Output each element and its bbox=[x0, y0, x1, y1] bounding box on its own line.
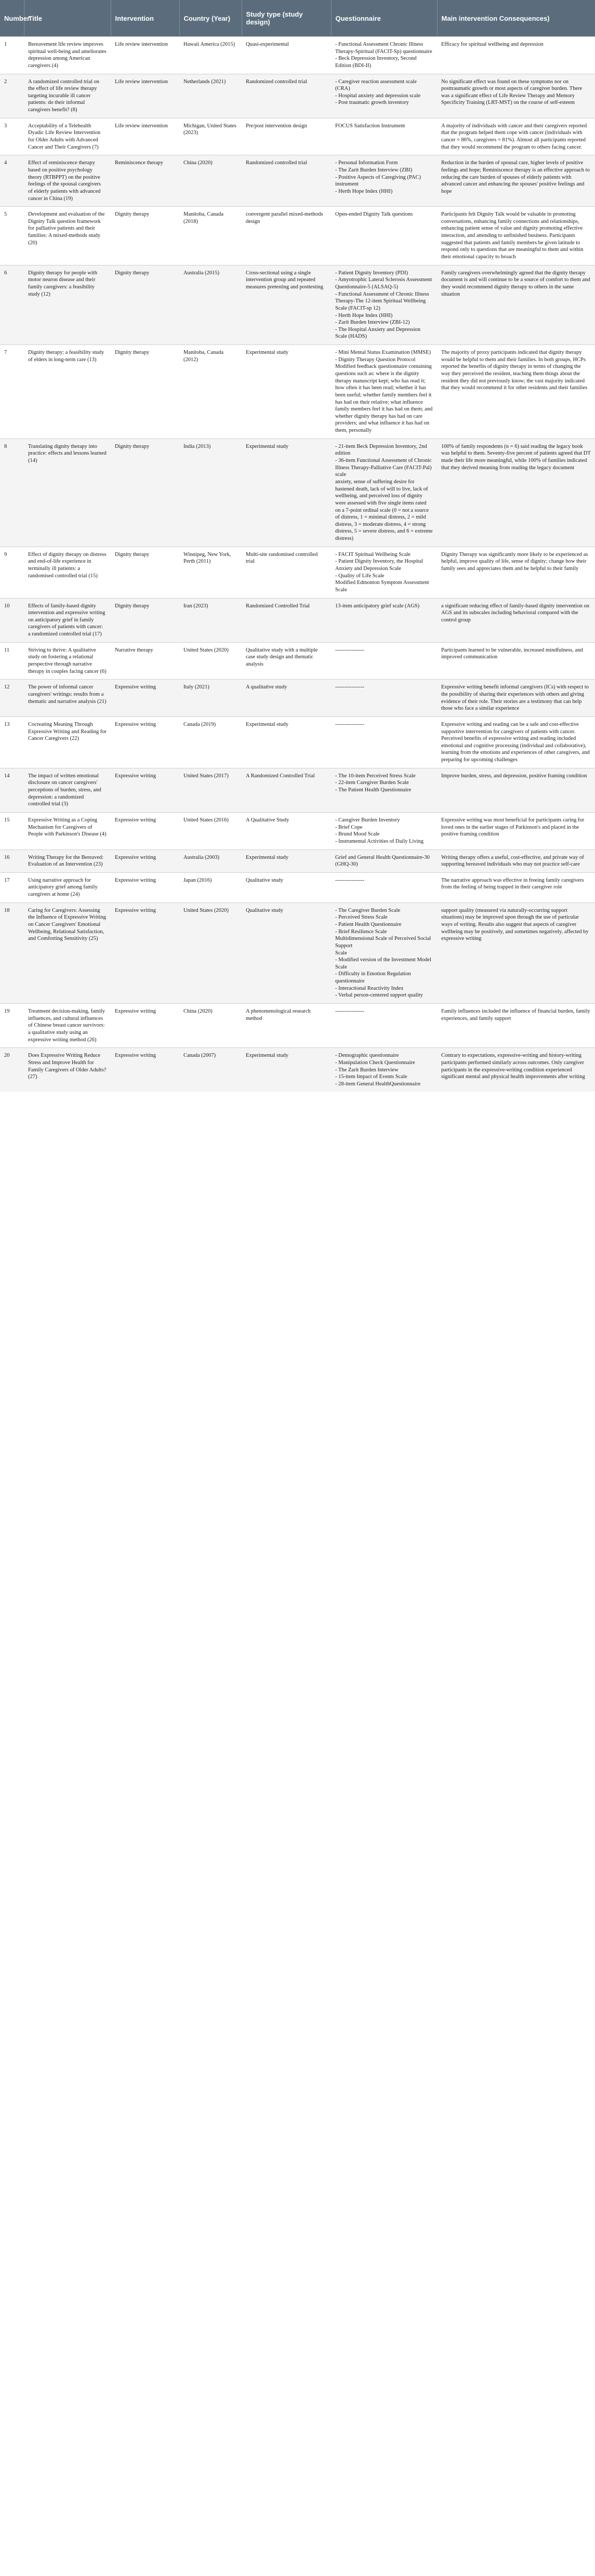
questionnaire-item: Modified Edmonton Symptom Assessment Scale bbox=[335, 580, 429, 593]
questionnaire-item: - Difficulty in Emotion Regulation questionnaire bbox=[335, 971, 411, 985]
cell-main-consequences: Participants felt Dignity Talk would be valuable in promoting conversations, enhancing family connections and relationships, enhancing patient sense of value and dignity promoting effective interaction, and attending to unfinished business. Participants suggested that patients and family members be given latitude to respond only to questions that are meaningful to them and within their emotional capacity to broach bbox=[437, 207, 595, 265]
questionnaire-item: - The Zarit Burden Interview (ZBI) bbox=[335, 167, 413, 173]
cell-title: Effect of dignity therapy on distress and end-of-life experience in terminally ill patients: a randomised controlled trial (15) bbox=[24, 547, 111, 598]
cell-country-year: Australia (2015) bbox=[179, 265, 242, 344]
cell-title: Caring for Caregivers: Assessing the Influence of Expressive Writing on Cancer Caregivers' Emotional Wellbeing, Relational Satisfaction, and Comforting Sensitivity (25) bbox=[24, 902, 111, 1003]
cell-main-consequences: Improve burden, stress, and depression, positive framing condition bbox=[437, 768, 595, 812]
cell-title: The impact of written emotional disclosure on cancer caregivers' perceptions of burden, stress, and depression: a randomized controlled trial (3) bbox=[24, 768, 111, 812]
cell-country-year: Japan (2016) bbox=[179, 872, 242, 902]
cell-questionnaire bbox=[331, 598, 437, 642]
cell-country-year: Michigan, United States (2023) bbox=[179, 118, 242, 155]
questionnaire-item: - Manipulation Check Questionnaire bbox=[335, 1059, 415, 1066]
questionnaire-item: ---------------- bbox=[335, 1008, 364, 1015]
questionnaire-item: - 36-item Functional Assessment of Chronic Illness Therapy-Palliative Care (FACIT-Pal) scale bbox=[335, 458, 432, 478]
cell-main-consequences: Expressive writing benefit informal caregivers (ICs) with respect to the possibility of sharing their experiences with others and giving evidence of their role. Their stories are a testimony that can help those who face a similar experience bbox=[437, 680, 595, 717]
cell-country-year: China (2020) bbox=[179, 1004, 242, 1048]
cell-study-type: Qualitative study bbox=[242, 902, 331, 1003]
table-row bbox=[0, 74, 595, 118]
header-main-consequences: Main intervention Consequences) bbox=[437, 0, 595, 37]
table-row bbox=[0, 1004, 595, 1048]
questionnaire-item: - Functional Assessment of Chronic Illness Therapy-The 12-item Spiritual Wellbeing Scale (FACIT-sp 12) bbox=[335, 291, 429, 311]
table-row bbox=[0, 768, 595, 812]
questionnaire-item: - Brief Resilience Scale bbox=[335, 928, 387, 935]
cell-intervention: Narrative therapy bbox=[111, 642, 179, 680]
cell-study-type: Experimental study bbox=[242, 345, 331, 439]
questionnaire-item: - Beck Depression Inventory, Second Edition (BDI-II) bbox=[335, 56, 417, 69]
cell-country-year: Manitoba, Canada (2018) bbox=[179, 207, 242, 265]
cell-country-year: Hawaii America (2015) bbox=[179, 37, 242, 74]
cell-study-type: Experimental study bbox=[242, 1048, 331, 1092]
cell-title: Using narrative approach for anticipatory grief among family caregivers at home (24) bbox=[24, 872, 111, 902]
questionnaire-item: ---------------- bbox=[335, 684, 364, 691]
questionnaire-item: Open-ended Dignity Talk questions bbox=[335, 211, 413, 218]
cell-intervention: Dignity therapy bbox=[111, 439, 179, 547]
questionnaire-item: - Brund Mood Scale bbox=[335, 831, 380, 838]
questionnaire-item: - FACIT Spiritual Wellbeing Scale bbox=[335, 551, 411, 557]
table-row bbox=[0, 872, 595, 902]
cell-main-consequences: The narrative approach was effective in freeing family caregivers from the feeling of being trapped in their caregiver role bbox=[437, 872, 595, 902]
cell-country-year: Canada (2007) bbox=[179, 1048, 242, 1092]
cell-number: 2 bbox=[0, 74, 24, 118]
cell-intervention: Expressive writing bbox=[111, 849, 179, 872]
cell-questionnaire bbox=[331, 74, 437, 118]
cell-questionnaire bbox=[331, 265, 437, 344]
cell-intervention: Dignity therapy bbox=[111, 207, 179, 265]
questionnaire-item: 13-item anticipatory grief scale (AGS) bbox=[335, 603, 420, 609]
questionnaire-item: FOCUS Satisfaction Instrument bbox=[335, 123, 405, 129]
cell-intervention: Reminiscence therapy bbox=[111, 155, 179, 207]
table-row bbox=[0, 598, 595, 642]
cell-study-type: Randomized controlled trial bbox=[242, 74, 331, 118]
cell-questionnaire bbox=[331, 1004, 437, 1048]
questionnaire-item: - The Patient Health Questionnaire bbox=[335, 787, 412, 793]
cell-study-type: A Qualitative Study bbox=[242, 812, 331, 849]
questionnaire-item: - 22-item Caregiver Burden Scale bbox=[335, 780, 409, 786]
cell-intervention: Dignity therapy bbox=[111, 265, 179, 344]
cell-intervention: Life review intervention bbox=[111, 37, 179, 74]
cell-country-year: Winnipeg, New York, Perth (2011) bbox=[179, 547, 242, 598]
cell-questionnaire bbox=[331, 207, 437, 265]
cell-study-type: Qualitative study with a multiple case study design and thematic analysis bbox=[242, 642, 331, 680]
cell-country-year: United States (2017) bbox=[179, 768, 242, 812]
questionnaire-item: - 21-item Beck Depression Inventory, 2nd edition bbox=[335, 443, 427, 457]
questionnaire-item: - Caregiver reaction assessment scale (CRA) bbox=[335, 78, 417, 92]
cell-country-year: United States (2020) bbox=[179, 902, 242, 1003]
cell-title: Bereavement life review improves spiritual well-being and ameliorates depression among American caregivers (4) bbox=[24, 37, 111, 74]
cell-questionnaire bbox=[331, 849, 437, 872]
cell-study-type: Qualitative study bbox=[242, 872, 331, 902]
cell-study-type: Experimental study bbox=[242, 439, 331, 547]
cell-study-type: Randomized controlled trial bbox=[242, 155, 331, 207]
cell-number: 4 bbox=[0, 155, 24, 207]
cell-questionnaire bbox=[331, 902, 437, 1003]
cell-intervention: Expressive writing bbox=[111, 716, 179, 768]
cell-title: The power of informal cancer caregivers' writings: results from a thematic and narrative analysis (21) bbox=[24, 680, 111, 717]
table-row bbox=[0, 345, 595, 439]
cell-main-consequences: A majority of individuals with cancer and their caregivers reported that the program helped them cope with cancer (individuals with cancer = 86%, caregivers = 81%). Almost all participants reported that they would recommend the program to others facing cancer. bbox=[437, 118, 595, 155]
cell-study-type: Pre/post intervention design bbox=[242, 118, 331, 155]
cell-questionnaire bbox=[331, 716, 437, 768]
cell-main-consequences: Dignity Therapy was significantly more likely to be experienced as helpful, improve quality of life, sense of dignity; change how their family sees and appreciates them and be helpful to their family bbox=[437, 547, 595, 598]
cell-intervention: Life review intervention bbox=[111, 74, 179, 118]
cell-title: Cocreating Meaning Through Expressive Writing and Reading for Cancer Caregivers (22) bbox=[24, 716, 111, 768]
cell-country-year: India (2013) bbox=[179, 439, 242, 547]
questionnaire-item: - Personal Information Form bbox=[335, 160, 398, 166]
cell-number: 12 bbox=[0, 680, 24, 717]
cell-title: Does Expressive Writing Reduce Stress and Improve Health for Family Caregivers of Older Adults? (27) bbox=[24, 1048, 111, 1092]
cell-title: Translating dignity therapy into practice: effects and lessons learned (14) bbox=[24, 439, 111, 547]
questionnaire-item: - The Caregiver Burden Scale bbox=[335, 907, 401, 913]
cell-questionnaire bbox=[331, 1048, 437, 1092]
questionnaire-item: Multidimensional Scale of Perceived Social Support bbox=[335, 936, 431, 949]
questionnaire-item: - Positive Aspects of Caregiving (PAC) instrument bbox=[335, 174, 421, 188]
questionnaire-item: - Modified version of the Investment Model Scale bbox=[335, 957, 431, 970]
table-row bbox=[0, 716, 595, 768]
questionnaire-item: - Verbal person-centered support quality bbox=[335, 992, 423, 999]
cell-title: Striving to thrive: A qualitative study on fostering a relational perspective through narrative therapy in couples facing cancer (6) bbox=[24, 642, 111, 680]
cell-main-consequences: Reduction in the burden of spousal care, higher levels of positive feelings and hope; Reminiscence therapy is an effective approach to reducing the care burden of spouses of elderly patients with advanced cancer and enhancing the spouses' positive feelings and hope bbox=[437, 155, 595, 207]
cell-main-consequences: 100% of family respondents (n = 6) said reading the legacy book was helpful to them. Seventy-five percent of patients agreed that DT made their life more meaningful, while 100% of families indicated that they derived meaning from reading the legacy document bbox=[437, 439, 595, 547]
cell-number: 20 bbox=[0, 1048, 24, 1092]
questionnaire-item: - Herth Hope Index (HHI) bbox=[335, 312, 393, 318]
cell-number: 19 bbox=[0, 1004, 24, 1048]
table-row bbox=[0, 680, 595, 717]
cell-intervention: Expressive writing bbox=[111, 1004, 179, 1048]
questionnaire-item: - Patient Dignity Inventory, the Hospital Anxiety and Depression Scale bbox=[335, 559, 424, 572]
questionnaire-item: - The Hospital Anxiety and Depression Scale (HADS) bbox=[335, 326, 420, 340]
cell-number: 7 bbox=[0, 345, 24, 439]
cell-number: 16 bbox=[0, 849, 24, 872]
header-intervention: Intervention bbox=[111, 0, 179, 37]
cell-title: Effects of family-based dignity intervention and expressive writing on anticipatory grief in family caregivers of patients with cancer: a randomized controlled trial (17) bbox=[24, 598, 111, 642]
questionnaire-item: - 15-item Impact of Events Scale bbox=[335, 1074, 407, 1080]
cell-main-consequences: Family influences included the influence of financial burden, family experiences, and family support bbox=[437, 1004, 595, 1048]
cell-questionnaire bbox=[331, 345, 437, 439]
header-study-type: Study type (study design) bbox=[242, 0, 331, 37]
cell-title: Dignity therapy: a feasibility study of elders in long-term care (13) bbox=[24, 345, 111, 439]
cell-study-type: Multi-site randomised controlled trial bbox=[242, 547, 331, 598]
questionnaire-item: - Quality of Life Scale bbox=[335, 573, 385, 579]
cell-country-year: Manitoba, Canada (2012) bbox=[179, 345, 242, 439]
header-number: Number bbox=[0, 0, 24, 37]
cell-number: 14 bbox=[0, 768, 24, 812]
cell-study-type: Quasi-experimental bbox=[242, 37, 331, 74]
header-country-year: Country (Year) bbox=[179, 0, 242, 37]
cell-questionnaire bbox=[331, 812, 437, 849]
questionnaire-item: anxiety, sense of suffering desire for hastened death, lack of will to live, lack of wellbeing, and perceived loss of dignity were assessed with five single items rated on a 7-point ordinal scale (0 = not a source of distress, 1 = minimal distress, 2 = mild distress, 3 = moderate distress, 4 = strong distress, 5 = severe distress, and 6 = extreme distress) bbox=[335, 479, 433, 542]
cell-main-consequences: Family caregivers overwhelmingly agreed that the dignity therapy document is and will continue to be a source of comfort to them and they would recommend dignity therapy to others in the same situation bbox=[437, 265, 595, 344]
questionnaire-item: - Dignity Therapy Question Protocol bbox=[335, 356, 416, 363]
cell-study-type: A phenomenological research method bbox=[242, 1004, 331, 1048]
cell-number: 9 bbox=[0, 547, 24, 598]
table-row bbox=[0, 118, 595, 155]
cell-study-type: Randomized Controlled Trial bbox=[242, 598, 331, 642]
table-row bbox=[0, 155, 595, 207]
cell-country-year: Australia (2003) bbox=[179, 849, 242, 872]
cell-number: 17 bbox=[0, 872, 24, 902]
header-questionnaire: Questionnaire bbox=[331, 0, 437, 37]
cell-study-type: Cross-sectional using a single intervention group and repeated measures pretesting and posttesting bbox=[242, 265, 331, 344]
cell-study-type: A qualitative study bbox=[242, 680, 331, 717]
table-row bbox=[0, 439, 595, 547]
questionnaire-item: ---------------- bbox=[335, 721, 364, 727]
questionnaire-item: - 28-item General HealthQuestionnaire bbox=[335, 1081, 421, 1087]
cell-country-year: Italy (2021) bbox=[179, 680, 242, 717]
cell-intervention: Dignity therapy bbox=[111, 598, 179, 642]
questionnaire-item: - Patient Dignity Inventory (PDI) bbox=[335, 270, 408, 276]
cell-intervention: Expressive writing bbox=[111, 812, 179, 849]
questionnaire-item: - Amyotrophic Lateral Sclerosis Assessment Questionnaire-5 (ALSAQ-5) bbox=[335, 277, 432, 290]
cell-title: Expressive Writing as a Coping Mechanism for Caregivers of People with Parkinson's Disease (4) bbox=[24, 812, 111, 849]
cell-country-year: Canada (2019) bbox=[179, 716, 242, 768]
questionnaire-item: ---------------- bbox=[335, 877, 364, 883]
cell-main-consequences: Writing therapy offers a useful, cost-effective, and private way of supporting bereaved individuals who may not practice self-care bbox=[437, 849, 595, 872]
questionnaire-item: Modified feedback questionnaire containing questions such as: where is the dignity therapy manuscript kept; who has read it; how often it has been read; whether it has been useful; whether family members feel it has had on their relative; what influence family members feel it has had on them; and whether dignity therapy has had on care providers; and what influence it has had on them, personally bbox=[335, 364, 433, 434]
studies-table bbox=[0, 0, 595, 1092]
cell-questionnaire bbox=[331, 439, 437, 547]
table-row bbox=[0, 902, 595, 1003]
cell-intervention: Expressive writing bbox=[111, 902, 179, 1003]
cell-number: 1 bbox=[0, 37, 24, 74]
cell-questionnaire bbox=[331, 547, 437, 598]
cell-main-consequences: The majority of proxy participants indicated that dignity therapy would be helpful to them and their families. In both groups, HCPs reported the benefits of dignity therapy in terms of changing the way they perceived the resident, teaching them things about the resident they did not previously know; the vast majority indicated that they would recommend it for other residents and their families bbox=[437, 345, 595, 439]
questionnaire-item: - Instrumental Activities of Daily Living bbox=[335, 838, 424, 844]
questionnaire-item: - Functional Assessment Chronic Illness Therapy-Spiritual (FACIT-Sp) questionnaire bbox=[335, 42, 432, 55]
cell-questionnaire bbox=[331, 768, 437, 812]
table-row bbox=[0, 265, 595, 344]
cell-main-consequences: support quality (measured via naturally-occurring support situations) may be improved upon through the use of particular ways of writing. Results also suggest that aspects of caregiver wellbeing may be positively, and sometimes negatively, affected by expressive writing bbox=[437, 902, 595, 1003]
cell-title: A randomized controlled trial on the effect of life review therapy targeting incurable ill cancer patients: do their informal caregivers benefit? (8) bbox=[24, 74, 111, 118]
questionnaire-item: - Herth Hope Index (HHI) bbox=[335, 188, 393, 194]
table-row bbox=[0, 812, 595, 849]
cell-main-consequences: a significant reducing effect of family-based dignity intervention on AGS and its subscales including behavioral compared with the control group bbox=[437, 598, 595, 642]
questionnaire-item: - Interactional Reactivity Index bbox=[335, 985, 404, 991]
cell-title: Effect of reminiscence therapy based on positive psychology theory (RTBPPT) on the positive feelings of the spousal caregivers of elderly patients with advanced cancer in China (19) bbox=[24, 155, 111, 207]
cell-number: 5 bbox=[0, 207, 24, 265]
cell-title: Treatment decision-making, family influences, and cultural influences of Chinese breast cancer survivors: a qualitative study using an expressive writing method (26) bbox=[24, 1004, 111, 1048]
cell-number: 18 bbox=[0, 902, 24, 1003]
questionnaire-item: - The Zarit Burden Interview bbox=[335, 1067, 399, 1073]
questionnaire-item: - Mini Mental Status Examination (MMSE) bbox=[335, 350, 431, 356]
cell-study-type: convergent parallel mixed-methods design bbox=[242, 207, 331, 265]
questionnaire-item: - Patient Health Questionnaire bbox=[335, 921, 402, 927]
cell-study-type: Experimental study bbox=[242, 716, 331, 768]
questionnaire-item: Scale bbox=[335, 950, 347, 956]
cell-title: Development and evaluation of the Dignity Talk question framework for palliative patients and their families: A mixed-methods study (20) bbox=[24, 207, 111, 265]
cell-study-type: Experimental study bbox=[242, 849, 331, 872]
questionnaire-item: - The 10-item Perceived Stress Scale bbox=[335, 773, 416, 779]
cell-questionnaire bbox=[331, 118, 437, 155]
cell-country-year: United States (2016) bbox=[179, 812, 242, 849]
table-row bbox=[0, 547, 595, 598]
cell-main-consequences: Contrary to expectations, expressive-writing and history-writing participants performed similarly across outcomes. Only caregiver participants in the expressive-writing condition experienced significant mental and physical health improvements after writing bbox=[437, 1048, 595, 1092]
header-title: Title bbox=[24, 0, 111, 37]
cell-questionnaire bbox=[331, 680, 437, 717]
questionnaire-item: - Brief Cope bbox=[335, 824, 363, 830]
cell-country-year: China (2020) bbox=[179, 155, 242, 207]
cell-intervention: Dignity therapy bbox=[111, 547, 179, 598]
table-row bbox=[0, 37, 595, 74]
cell-intervention: Expressive writing bbox=[111, 1048, 179, 1092]
cell-country-year: United States (2020) bbox=[179, 642, 242, 680]
cell-number: 6 bbox=[0, 265, 24, 344]
cell-study-type: A Randomized Controlled Trial bbox=[242, 768, 331, 812]
cell-main-consequences: Expressive writing was most beneficial for participants caring for loved ones in the earlier stages of Parkinson's and placed in the positive framing condition bbox=[437, 812, 595, 849]
cell-intervention: Expressive writing bbox=[111, 768, 179, 812]
cell-title: Dignity therapy for people with motor neuron disease and their family caregivers: a feasibility study (12) bbox=[24, 265, 111, 344]
cell-main-consequences: No significant effect was found on these symptoms nor on posttraumatic growth or most aspects of caregiver burden. There was a significant effect of Life Review Therapy and Memory Specificity Training (LRT-MST) on the course of self-esteem bbox=[437, 74, 595, 118]
cell-questionnaire bbox=[331, 155, 437, 207]
cell-questionnaire bbox=[331, 642, 437, 680]
cell-country-year: Iran (2023) bbox=[179, 598, 242, 642]
questionnaire-item: - Perceived Stress Scale bbox=[335, 914, 388, 921]
cell-number: 13 bbox=[0, 716, 24, 768]
table-row bbox=[0, 207, 595, 265]
cell-questionnaire bbox=[331, 872, 437, 902]
cell-intervention: Expressive writing bbox=[111, 872, 179, 902]
table-row bbox=[0, 1048, 595, 1092]
table-row bbox=[0, 642, 595, 680]
cell-main-consequences: Participants learned to be vulnerable, increased mindfulness, and improved communication bbox=[437, 642, 595, 680]
table-row bbox=[0, 849, 595, 872]
cell-main-consequences: Expressive writing and reading can be a safe and cost-effective supportive intervention for caregivers of patients with cancer. Perceived benefits of expressive writing and reading included emotional and cognitive processing (individual and collaborative), learning from the emotions and experiences of other caregivers, and preparing for upcoming challenges bbox=[437, 716, 595, 768]
questionnaire-item: - Zarit Burden Interview (ZBI-12) bbox=[335, 320, 410, 326]
questionnaire-item: Grief and General Health Questionnaire-30 (GHQ-30) bbox=[335, 854, 430, 868]
cell-number: 10 bbox=[0, 598, 24, 642]
cell-title: Acceptability of a Telehealth Dyadic Life Review Intervention for Older Adults with Advanced Cancer and Their Caregivers (7) bbox=[24, 118, 111, 155]
cell-country-year: Netherlands (2021) bbox=[179, 74, 242, 118]
cell-number: 15 bbox=[0, 812, 24, 849]
questionnaire-item: - Hospital anxiety and depression scale bbox=[335, 92, 421, 99]
questionnaire-item: - Post traumatic growth inventory bbox=[335, 100, 409, 106]
cell-intervention: Dignity therapy bbox=[111, 345, 179, 439]
cell-number: 8 bbox=[0, 439, 24, 547]
cell-intervention: Life review intervention bbox=[111, 118, 179, 155]
questionnaire-item: - Demographic questionnaire bbox=[335, 1053, 399, 1059]
cell-main-consequences: Efficacy for spiritual wellbeing and depression bbox=[437, 37, 595, 74]
cell-intervention: Expressive writing bbox=[111, 680, 179, 717]
cell-number: 11 bbox=[0, 642, 24, 680]
header-row bbox=[0, 0, 595, 37]
cell-number: 3 bbox=[0, 118, 24, 155]
cell-title: Writing Therapy for the Bereaved: Evaluation of an Intervention (23) bbox=[24, 849, 111, 872]
cell-questionnaire bbox=[331, 37, 437, 74]
questionnaire-item: - Caregiver Burden Inventory bbox=[335, 817, 400, 823]
questionnaire-item: ---------------- bbox=[335, 647, 364, 653]
